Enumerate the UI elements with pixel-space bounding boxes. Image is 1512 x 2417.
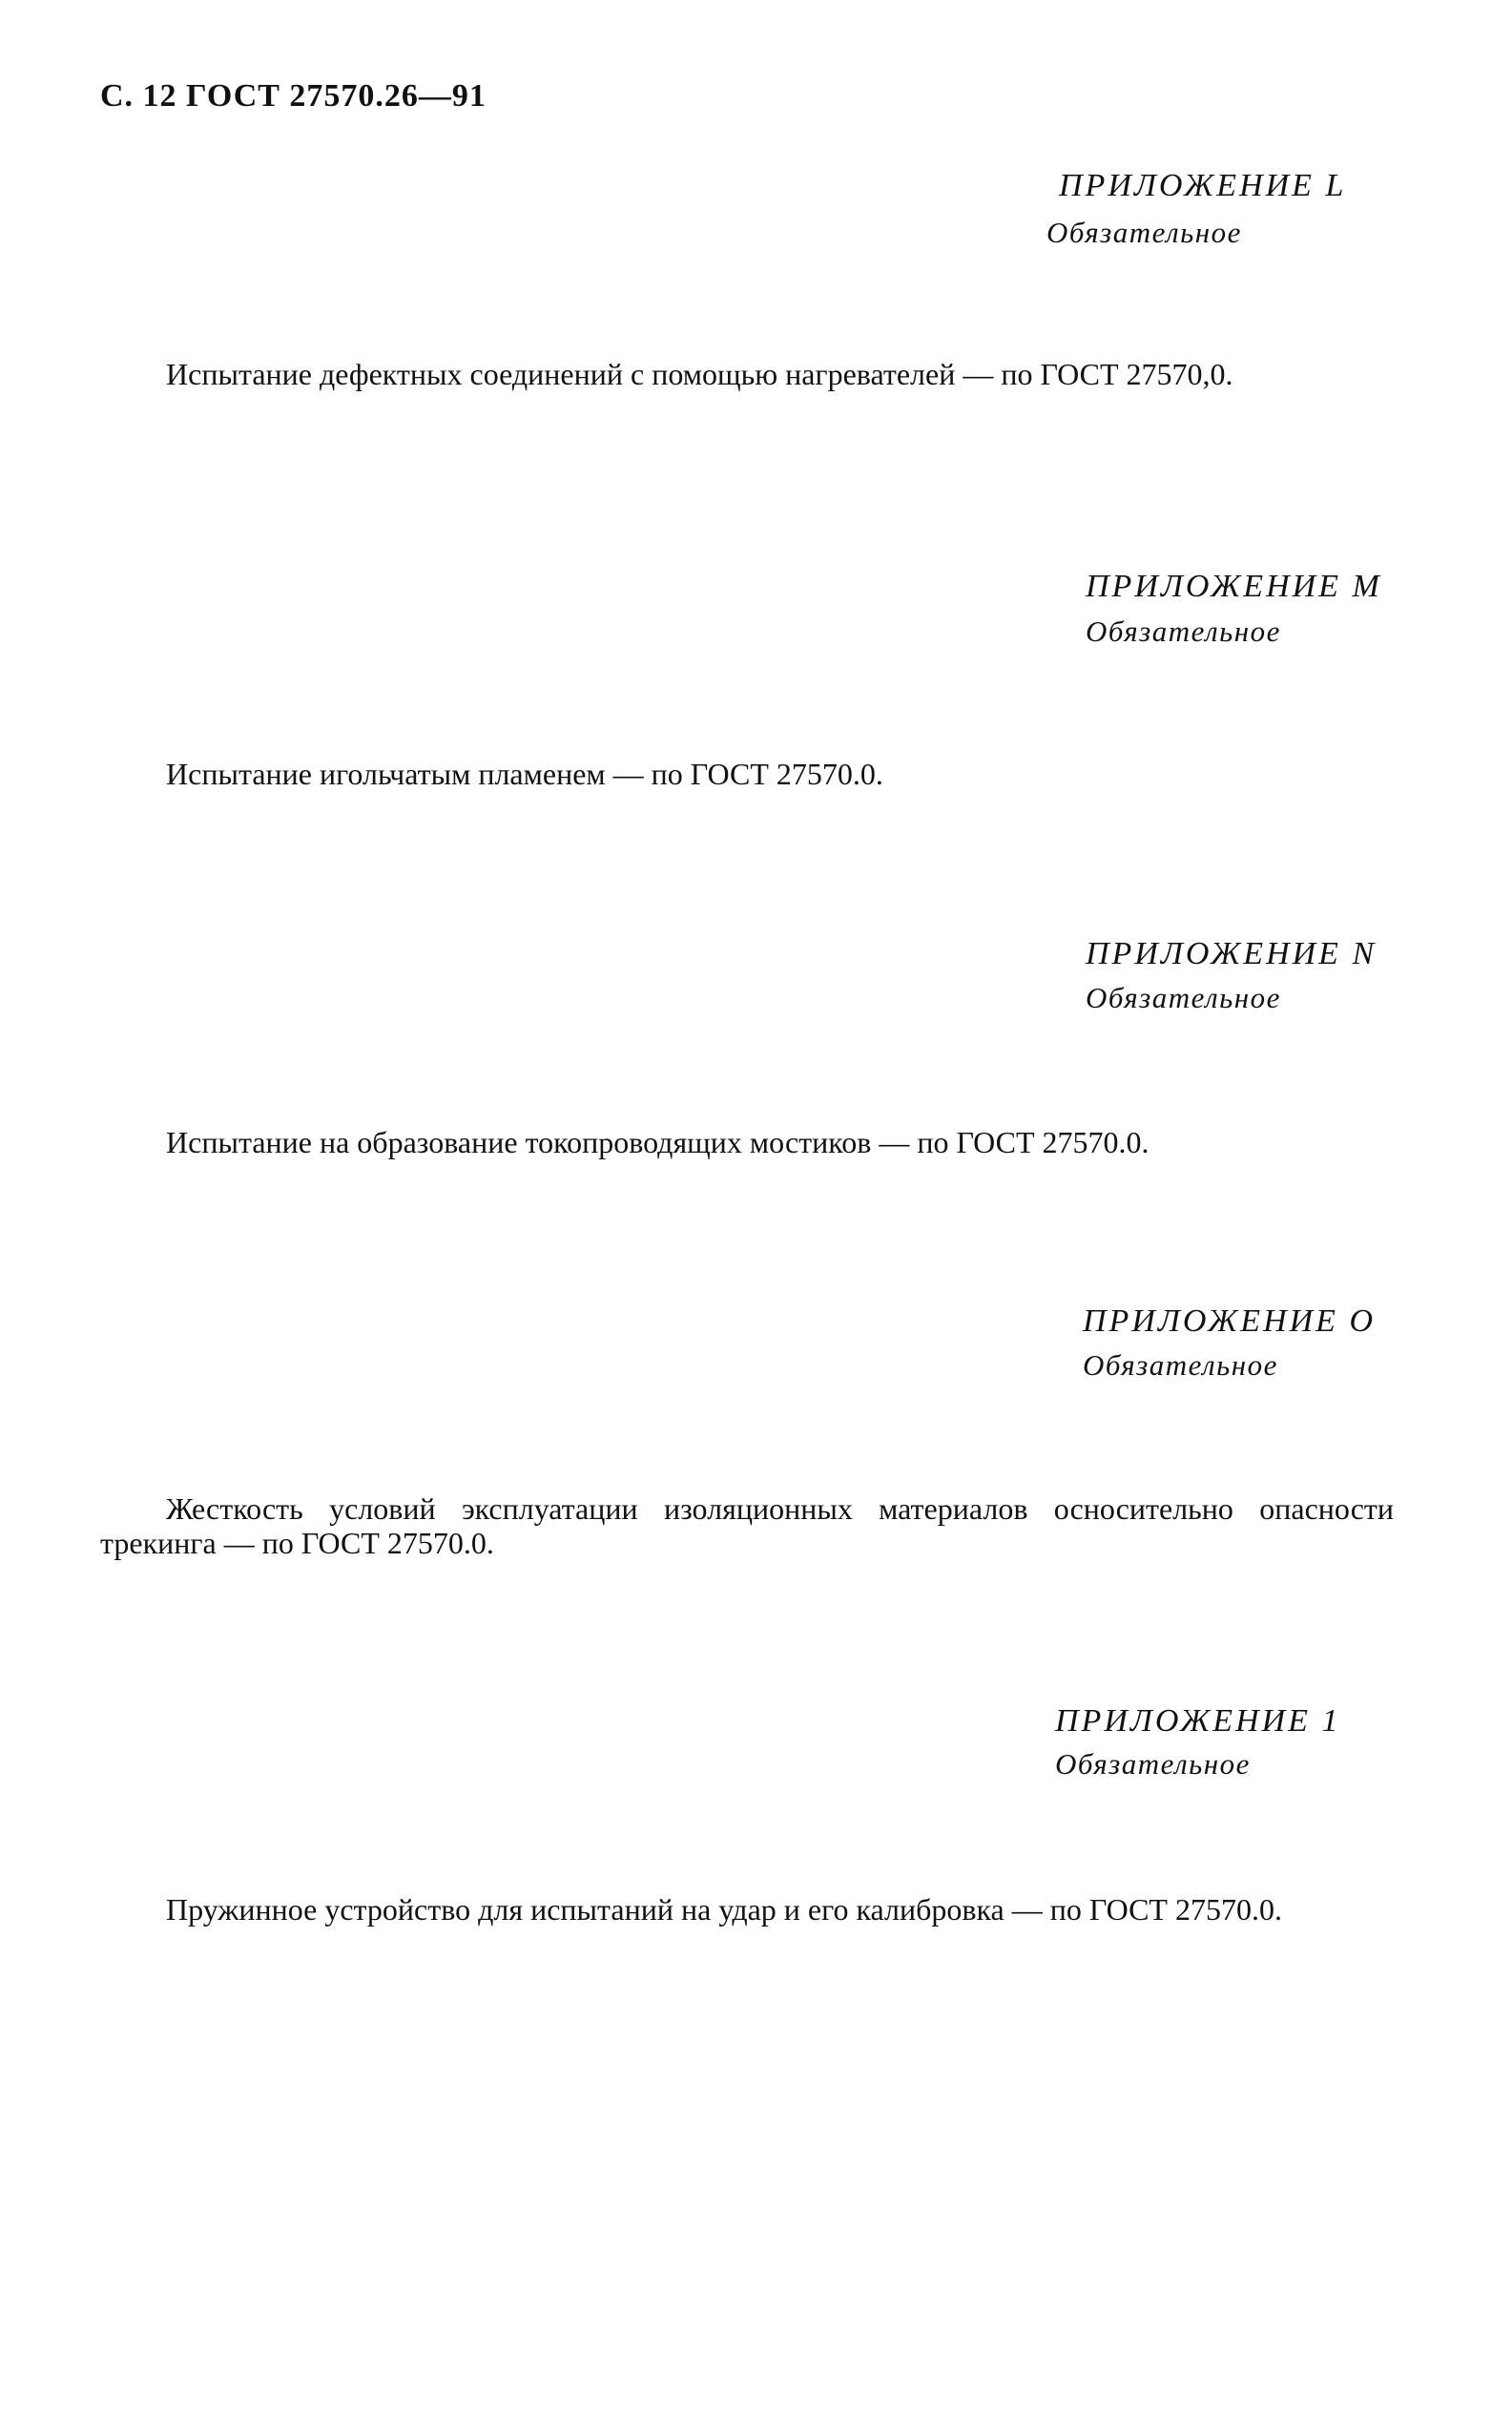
appendix-status-l: Обязательное xyxy=(1046,216,1242,249)
appendix-text-o: Жесткость условий эксплуатации изоляционных материалов осносительно опасности трекинга — по ГОСТ 27570.0. xyxy=(100,1491,1394,1560)
appendix-title-1: ПРИЛОЖЕНИЕ 1 xyxy=(1055,1703,1341,1739)
appendix-title-m: ПРИЛОЖЕНИЕ M xyxy=(1086,569,1382,604)
appendix-title-l: ПРИЛОЖЕНИЕ L xyxy=(1059,168,1347,203)
appendix-text-l: Испытание дефектных соединений с помощью нагревателей — по ГОСТ 27570,0. xyxy=(166,357,1233,391)
appendix-text-m: Испытание игольчатым пламенем — по ГОСТ 27570.0. xyxy=(166,757,883,791)
appendix-title-n: ПРИЛОЖЕНИЕ N xyxy=(1086,936,1377,971)
appendix-status-o: Обязательное xyxy=(1083,1348,1278,1382)
appendix-status-m: Обязательное xyxy=(1086,615,1281,648)
page-header: С. 12 ГОСТ 27570.26—91 xyxy=(100,78,487,114)
appendix-title-o: ПРИЛОЖЕНИЕ O xyxy=(1083,1303,1377,1339)
appendix-text-n: Испытание на образование токопроводящих мостиков — по ГОСТ 27570.0. xyxy=(166,1125,1150,1159)
appendix-status-1: Обязательное xyxy=(1055,1747,1251,1781)
appendix-text-1: Пружинное устройство для испытаний на удар и его калибровка — по ГОСТ 27570.0. xyxy=(166,1892,1282,1927)
appendix-status-n: Обязательное xyxy=(1086,981,1281,1014)
